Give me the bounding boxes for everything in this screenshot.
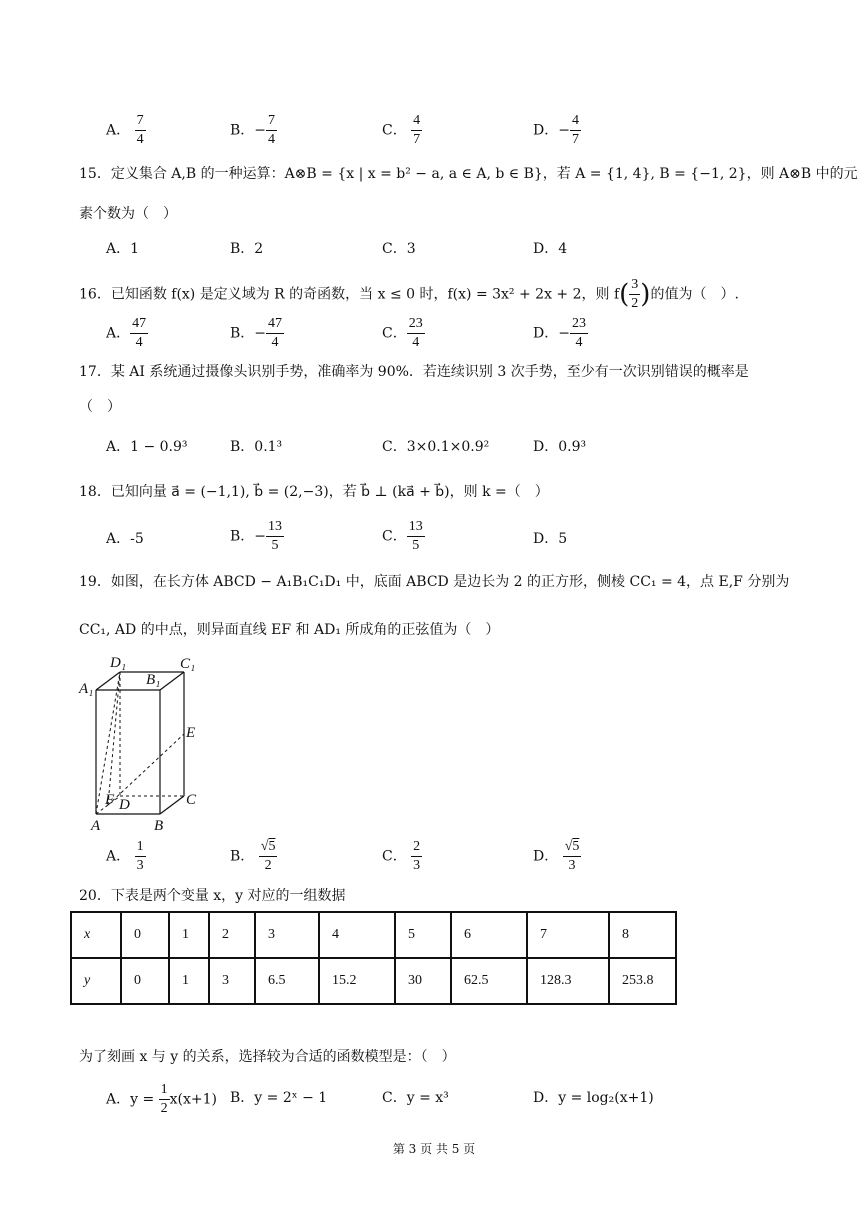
q15-option-a: A．1 xyxy=(106,241,140,257)
q19-stem-line1: 19．如图，在长方体 ABCD − A₁B₁C₁D₁ 中，底面 ABCD 是边长为 2 的正方形，侧棱 CC₁ = 4，点 E,F 分别为 xyxy=(79,574,790,590)
edge-b-c xyxy=(160,796,184,814)
table-cell: 4 xyxy=(319,912,395,958)
q20-option-a: A．y = $\frac{1}{2}$ x(x+1) xyxy=(106,1082,218,1116)
q18-option-d: D．5 xyxy=(533,531,568,547)
label-f: F xyxy=(105,792,115,808)
table-cell: 6 xyxy=(451,912,527,958)
table-cell: 253.8 xyxy=(609,958,676,1004)
label-a1: A₁ xyxy=(79,681,94,697)
q16-option-d: D．− $\frac{23}{4}$ xyxy=(533,316,586,350)
q17-option-c: C．3×0.1×0.9² xyxy=(382,439,490,455)
table-cell: 30 xyxy=(395,958,451,1004)
label-d: D xyxy=(119,797,130,813)
q15-option-b: B．2 xyxy=(230,241,264,257)
table-cell: 7 xyxy=(527,912,609,958)
q19-option-a: A． $\frac{1}{3}$ xyxy=(106,839,144,873)
q17-option-a: A．1 − 0.9³ xyxy=(106,439,188,455)
q14-option-c: C． $\frac{4}{7}$ xyxy=(382,113,421,147)
table-cell: 3 xyxy=(255,912,319,958)
q19-option-c: C． $\frac{2}{3}$ xyxy=(382,839,421,873)
label-b: B xyxy=(154,818,164,834)
q19-option-b: B． $\frac{√5}{2}$ xyxy=(230,839,276,873)
table-cell: 6.5 xyxy=(255,958,319,1004)
q20-stem: 20．下表是两个变量 x，y 对应的一组数据 xyxy=(79,888,346,904)
q15-option-d: D．4 xyxy=(533,241,568,257)
label-c1: C₁ xyxy=(180,656,196,672)
table-cell: 5 xyxy=(395,912,451,958)
q20-option-c: C．y = x³ xyxy=(382,1090,449,1106)
q16-option-b: B．− $\frac{47}{4}$ xyxy=(230,316,283,350)
table-cell: 15.2 xyxy=(319,958,395,1004)
table-cell: 128.3 xyxy=(527,958,609,1004)
label-a: A xyxy=(91,818,101,834)
q16-option-a: A． $\frac{47}{4}$ xyxy=(106,316,147,350)
table-cell: 1 xyxy=(169,912,209,958)
segment-f-d1 xyxy=(108,672,120,805)
table-cell: 0 xyxy=(121,912,169,958)
table-cell: 2 xyxy=(209,912,255,958)
edge-b1-c1 xyxy=(160,672,184,690)
q18-option-c: C． $\frac{13}{5}$ xyxy=(382,519,423,553)
q17-stem-line1: 17．某 AI 系统通过摄像头识别手势，准确率为 90%．若连续识别 3 次手势，至少有一次识别错误的概率是 xyxy=(79,364,749,380)
table-row-x xyxy=(71,912,676,958)
q19-stem-line2: CC₁, AD 的中点，则异面直线 EF 和 AD₁ 所成角的正弦值为（ ） xyxy=(79,622,500,638)
q15-option-c: C．3 xyxy=(382,241,416,257)
q19-option-d: D． $\frac{√5}{3}$ xyxy=(533,839,580,873)
q16-option-c: C． $\frac{23}{4}$ xyxy=(382,316,423,350)
q20-data-table xyxy=(70,911,677,1005)
q20-option-d: D．y = log₂(x+1) xyxy=(533,1090,654,1106)
q17-option-b: B．0.1³ xyxy=(230,439,283,455)
label-c: C xyxy=(186,792,197,808)
label-e: E xyxy=(186,725,196,741)
table-cell: 3 xyxy=(209,958,255,1004)
table-cell: x xyxy=(71,912,121,958)
q14-option-d: D．− $\frac{4}{7}$ xyxy=(533,113,579,147)
q17-stem-line2: （ ） xyxy=(79,399,121,415)
q20-question: 为了刻画 x 与 y 的关系，选择较为合适的函数模型是：（ ） xyxy=(79,1049,456,1065)
segment-e-f xyxy=(108,734,184,805)
q15-stem-line1: 15．定义集合 A,B 的一种运算：A⊗B = {x | x = b² − a, a ∈ A, b ∈ B}，若 A = {1, 4}, B = {−1, 2}，则 A⊗B 中的元 xyxy=(79,166,858,182)
q17-option-d: D．0.9³ xyxy=(533,439,587,455)
q18-stem: 18．已知向量 a⃗ = (−1,1), b⃗ = (2,−3)，若 b⃗ ⊥ (ka⃗ + b⃗)，则 k =（ ） xyxy=(79,484,549,500)
table-row-y xyxy=(71,958,676,1004)
table-cell: 8 xyxy=(609,912,676,958)
label-d1: D₁ xyxy=(110,655,127,671)
edge-a1-d1 xyxy=(96,672,120,690)
q18-option-a: A．-5 xyxy=(106,531,144,547)
q14-option-a: A． $\frac{7}{4}$ xyxy=(106,113,144,147)
table-cell: 0 xyxy=(121,958,169,1004)
table-cell: 1 xyxy=(169,958,209,1004)
q14-option-b: B．− $\frac{7}{4}$ xyxy=(230,113,276,147)
q20-option-b: B．y = 2ˣ − 1 xyxy=(230,1090,328,1106)
table-cell: y xyxy=(71,958,121,1004)
q15-stem-line2: 素个数为（ ） xyxy=(79,206,177,222)
q16-stem: 16．已知函数 f(x) 是定义域为 R 的奇函数，当 x ≤ 0 时，f(x) = 3x² + 2x + 2，则 f( $\frac{3}{2}$ )的值为（ ）. xyxy=(79,277,739,311)
page-footer: 第 3 页 共 5 页 xyxy=(392,1142,476,1156)
q18-option-b: B．− $\frac{13}{5}$ xyxy=(230,519,283,553)
label-b1: B₁ xyxy=(146,672,161,688)
cuboid-figure xyxy=(78,652,208,834)
table-cell: 62.5 xyxy=(451,958,527,1004)
